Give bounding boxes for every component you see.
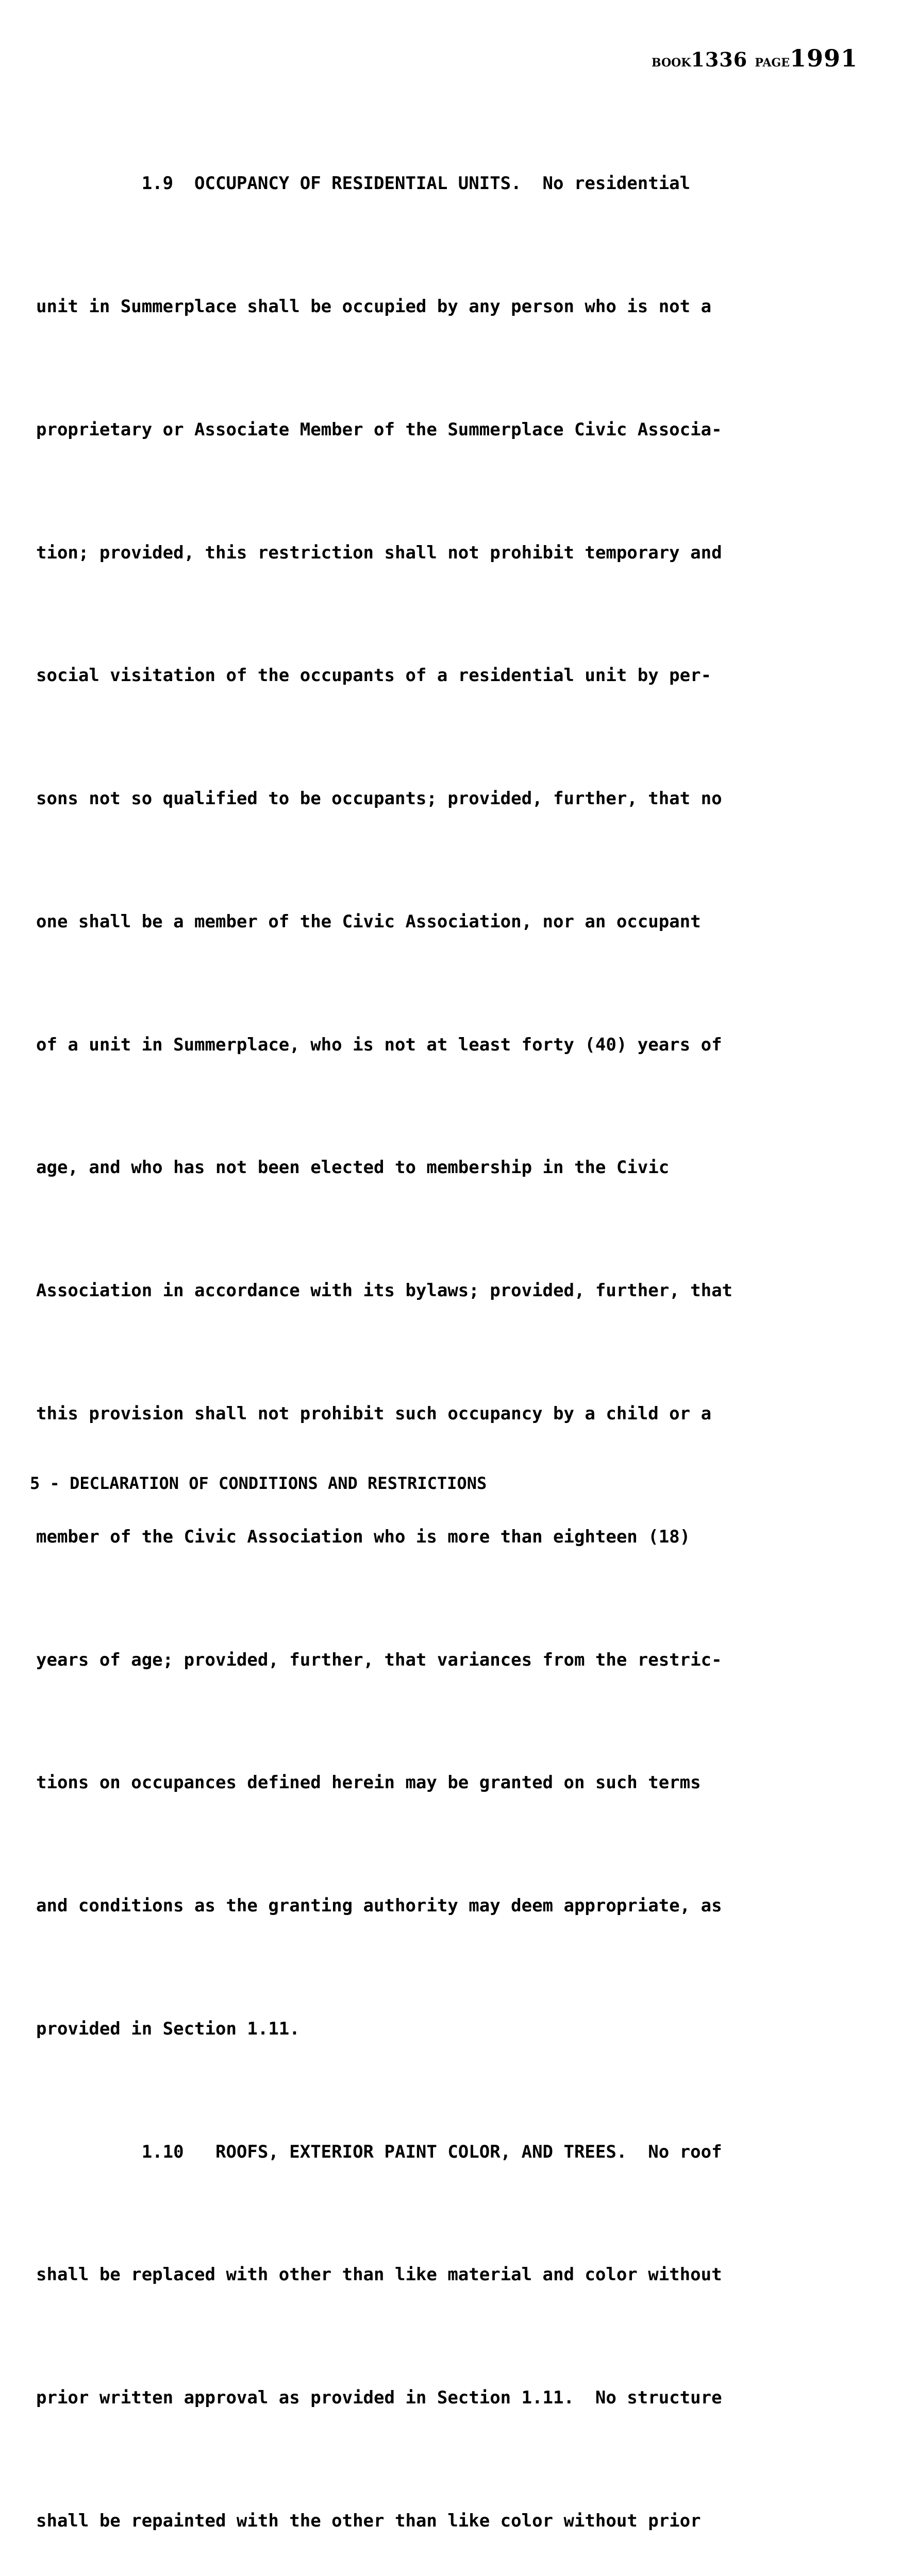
text-line: 1.9 OCCUPANCY OF RESIDENTIAL UNITS. No residential: [36, 173, 691, 194]
text-line: of a unit in Summerplace, who is not at least forty (40) years of: [36, 1034, 722, 1055]
text-line: tions on occupances defined herein may be granted on such terms: [36, 1772, 701, 1793]
body-text: [36, 81, 871, 2576]
text-line: provided in Section 1.11.: [36, 2018, 300, 2039]
text-line: one shall be a member of the Civic Association, nor an occupant: [36, 911, 701, 932]
text-line: proprietary or Associate Member of the Summerplace Civic Associa-: [36, 419, 722, 440]
text-line: unit in Summerplace shall be occupied by any person who is not a: [36, 296, 712, 317]
book-label: BOOK: [651, 56, 691, 70]
text-line: social visitation of the occupants of a residential unit by per-: [36, 665, 712, 686]
text-line: Association in accordance with its bylaws; provided, further, that: [36, 1280, 733, 1301]
book-number: 1336: [691, 48, 748, 71]
text-line: and conditions as the granting authority may deem appropriate, as: [36, 1895, 722, 1917]
text-line: years of age; provided, further, that variances from the restric-: [36, 1649, 722, 1670]
text-line: shall be replaced with other than like material and color without: [36, 2264, 722, 2285]
text-line: 1.10 ROOFS, EXTERIOR PAINT COLOR, AND TREES. No roof: [36, 2141, 722, 2162]
text-line: member of the Civic Association who is more than eighteen (18): [36, 1526, 691, 1547]
text-line: shall be repainted with the other than like color without prior: [36, 2511, 701, 2532]
page-number: 1991: [789, 44, 858, 72]
text-line: age, and who has not been elected to membership in the Civic: [36, 1157, 670, 1178]
text-line: tion; provided, this restriction shall not prohibit temporary and: [36, 542, 722, 563]
text-line: prior written approval as provided in Section 1.11. No structure: [36, 2387, 722, 2409]
text-line: sons not so qualified to be occupants; provided, further, that no: [36, 788, 722, 809]
book-page-stamp: [652, 44, 858, 72]
page-label: PAGE: [755, 56, 790, 70]
text-line: this provision shall not prohibit such occupancy by a child or a: [36, 1403, 712, 1424]
page-footer: 5 - DECLARATION OF CONDITIONS AND RESTRICTIONS: [30, 1473, 487, 1493]
